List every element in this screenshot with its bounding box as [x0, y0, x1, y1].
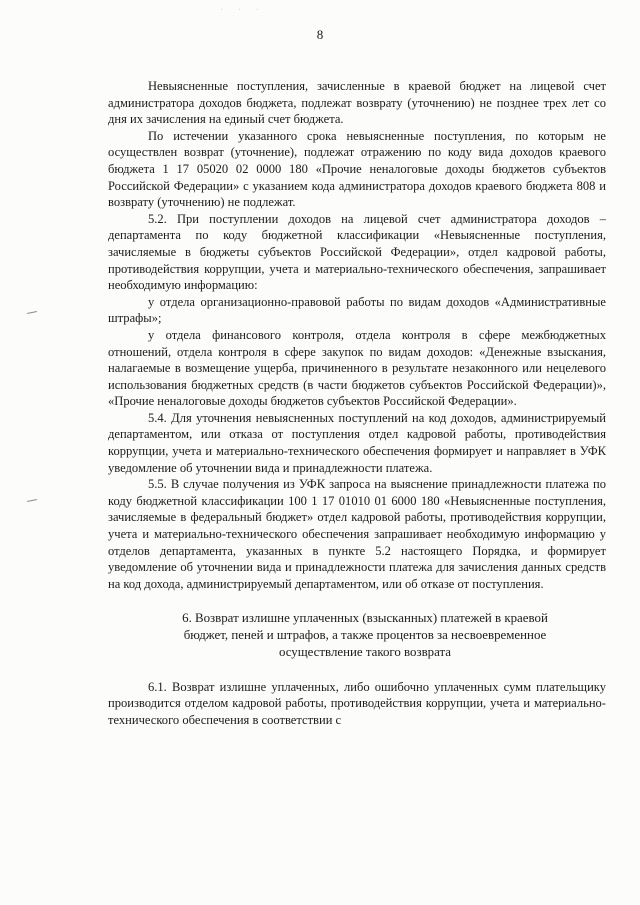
paragraph-unclarified-receipts: Невыясненные поступления, зачисленные в краевой бюджет на лицевой счет администратора доходов бюджета, подлежат возврату (уточнению) не позднее трех лет со дня их зачисления на единый счет бюджета.: [108, 79, 606, 127]
margin-mark: [27, 311, 37, 314]
paragraph-6-1: 6.1. Возврат излишне уплаченных, либо ошибочно уплаченных сумм плательщику производится отделом кадровой работы, противодействия коррупции, учета и материально-технического обеспечения в соответствии с: [108, 679, 606, 727]
section-6-heading: [108, 610, 606, 660]
heading-line-2: бюджет, пеней и штрафов, а также процентов за несвоевременное: [183, 628, 547, 643]
paragraph-financial-control: у отдела финансового контроля, отдела контроля в сфере межбюджетных отношений, отдела контроля в сфере закупок по видам доходов: «Денежные взыскания, налагаемые в возмещение ущерба, причиненного в результате незаконного или нецелевого использования бюджетных средств (в части бюджетов субъектов Российской Федерации)», «Прочие неналоговые доходы бюджетов субъектов Российской Федерации».: [108, 327, 606, 409]
paragraph-after-deadline: По истечении указанного срока невыясненные поступления, по которым не осуществлен возврат (уточнение), подлежат отражению по коду вида доходов краевого бюджета 1 17 05020 02 0000 180 «Прочие неналоговые доходы бюджетов субъектов Российской Федерации» с указанием кода администратора доходов краевого бюджета 808 и возврату (уточнению) не подлежат.: [108, 128, 606, 210]
document-body: [108, 78, 606, 729]
margin-mark: [27, 499, 37, 502]
paragraph-5-4: 5.4. Для уточнения невыясненных поступлений на код доходов, администрируемый департаментом, или отказа от поступления отдел кадровой работы, противодействия коррупции, учета и материально-технического обеспечения формирует и направляет в УФК уведомление об уточнении вида и принадлежности платежа.: [108, 410, 606, 475]
scan-artifact: · · ·: [220, 5, 265, 16]
heading-line-1: 6. Возврат излишне уплаченных (взысканных) платежей в краевой: [182, 611, 548, 626]
heading-line-3: осуществление такого возврата: [278, 645, 452, 659]
paragraph-5-5: 5.5. В случае получения из УФК запроса на выяснение принадлежности платежа по коду бюджетной классификации 100 1 17 01010 01 6000 180 «Невыясненные поступления, зачисляемые в федеральный бюджет» отдел кадровой работы, противодействия коррупции, учета и материально-технического обеспечения запрашивает необходимую информацию у отделов департамента, указанных в пункте 5.2 настоящего Порядка, и формирует уведомление об уточнении вида и принадлежности платежа для зачисления данных средств на код дохода, администрируемый департаментом, или об отказе от поступления.: [108, 477, 606, 591]
paragraph-5-2: 5.2. При поступлении доходов на лицевой счет администратора доходов – департамента по коду бюджетной классификации «Невыясненные поступления, зачисляемые в бюджеты субъектов Российской Федерации», отдел кадровой работы, противодействия коррупции, учета и материально-технического обеспечения, запрашивает необходимую информацию:: [108, 211, 606, 293]
paragraph-admin-fines: у отдела организационно-правовой работы по видам доходов «Административные штрафы»;: [108, 294, 606, 326]
page-number: 8: [316, 27, 324, 42]
